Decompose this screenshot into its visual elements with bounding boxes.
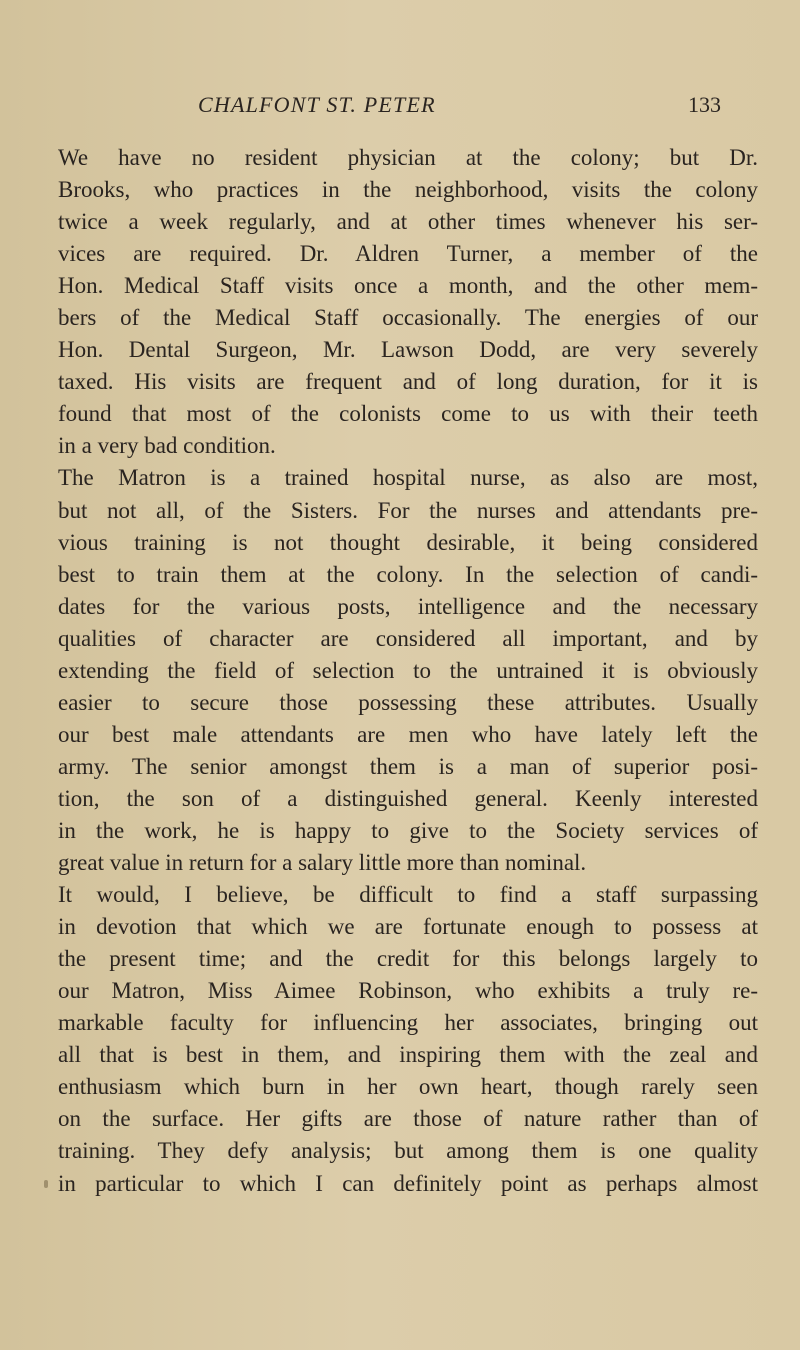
text-line: taxed. His visits are frequent and of long duration, for it is bbox=[58, 369, 758, 395]
text-line: in a very bad condition. bbox=[58, 433, 276, 459]
running-head bbox=[0, 92, 800, 122]
running-title: CHALFONT ST. PETER bbox=[198, 92, 436, 117]
text-line: vices are required. Dr. Aldren Turner, a member of the bbox=[58, 241, 758, 267]
text-line: the present time; and the credit for this belongs largely to bbox=[58, 946, 758, 972]
text-line: twice a week regularly, and at other times whenever his ser- bbox=[58, 209, 758, 235]
text-line: training. They defy analysis; but among them is one quality bbox=[58, 1138, 758, 1164]
page-number: 133 bbox=[688, 92, 721, 117]
text-line: Hon. Dental Surgeon, Mr. Lawson Dodd, are very severely bbox=[58, 337, 758, 363]
text-line: army. The senior amongst them is a man of superior posi- bbox=[58, 753, 758, 779]
text-line: We have no resident physician at the colony; but Dr. bbox=[58, 145, 758, 170]
text-line: but not all, of the Sisters. For the nurses and attendants pre- bbox=[58, 497, 758, 523]
text-line: enthusiasm which burn in her own heart, though rarely seen bbox=[58, 1074, 758, 1100]
text-line: best to train them at the colony. In the selection of candi- bbox=[58, 561, 758, 587]
text-line: bers of the Medical Staff occasionally. The energies of our bbox=[58, 305, 758, 331]
text-line: found that most of the colonists come to us with their teeth bbox=[58, 401, 758, 427]
text-line: on the surface. Her gifts are those of nature rather than of bbox=[58, 1106, 758, 1132]
text-line: qualities of character are considered all important, and by bbox=[58, 625, 758, 651]
text-line: The Matron is a trained hospital nurse, as also are most, bbox=[58, 465, 758, 491]
text-line: in devotion that which we are fortunate enough to possess at bbox=[58, 914, 758, 940]
text-line: all that is best in them, and inspiring them with the zeal and bbox=[58, 1042, 758, 1068]
ink-smudge bbox=[44, 1180, 48, 1188]
text-line: tion, the son of a distinguished general. Keenly interested bbox=[58, 785, 758, 811]
text-line: our best male attendants are men who have lately left the bbox=[58, 721, 758, 747]
text-line: extending the field of selection to the untrained it is obviously bbox=[58, 657, 758, 683]
text-line: our Matron, Miss Aimee Robinson, who exhibits a truly re- bbox=[58, 978, 758, 1004]
body-text bbox=[58, 142, 758, 1200]
text-line: easier to secure those possessing these attributes. Usually bbox=[58, 689, 758, 715]
text-line: markable faculty for influencing her associates, bringing out bbox=[58, 1010, 758, 1036]
text-line: in the work, he is happy to give to the Society services of bbox=[58, 817, 758, 843]
text-line: great value in return for a salary little more than nominal. bbox=[58, 850, 587, 876]
text-line: dates for the various posts, intelligence and the necessary bbox=[58, 593, 758, 619]
text-line: in particular to which I can definitely point as perhaps almost bbox=[58, 1170, 758, 1196]
text-line: Brooks, who practices in the neighborhood, visits the colony bbox=[58, 177, 758, 203]
text-line: It would, I believe, be difficult to find a staff surpassing bbox=[58, 882, 758, 908]
text-line: Hon. Medical Staff visits once a month, and the other mem- bbox=[58, 273, 758, 299]
text-line: vious training is not thought desirable, it being considered bbox=[58, 529, 758, 555]
